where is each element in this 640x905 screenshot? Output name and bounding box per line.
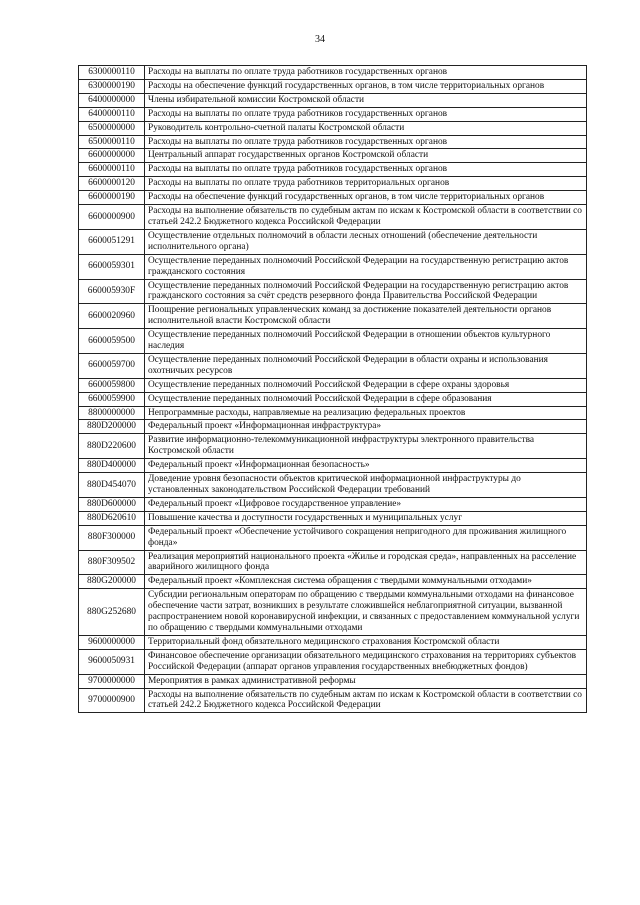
row-description: Осуществление переданных полномочий Российской Федерации в сфере охраны здоровья	[145, 378, 587, 392]
table-row	[79, 525, 587, 550]
row-description: Расходы на выплаты по оплате труда работников государственных органов	[145, 135, 587, 149]
row-code: 6300000110	[79, 66, 145, 80]
table-row	[79, 688, 587, 713]
row-description: Осуществление переданных полномочий Российской Федерации на государственную регистрацию актов гражданского состояния за счёт средств резервного фонда Правительства Российской Федерации	[145, 279, 587, 304]
table-row	[79, 66, 587, 80]
row-description: Осуществление переданных полномочий Российской Федерации в области охраны и использования охотничьих ресурсов	[145, 353, 587, 378]
row-description: Территориальный фонд обязательного медицинского страхования Костромской области	[145, 635, 587, 649]
row-code: 880D220600	[79, 434, 145, 459]
row-description: Расходы на выплаты по оплате труда работников государственных органов	[145, 163, 587, 177]
table-row	[79, 473, 587, 498]
row-code: 880F309502	[79, 550, 145, 575]
row-code: 6500000000	[79, 121, 145, 135]
row-description: Члены избирательной комиссии Костромской области	[145, 93, 587, 107]
row-description: Финансовое обеспечение организации обязательного медицинского страхования на территориях субъектов Российской Федерации (аппарат органов управления государственных внебюджетных фондов)	[145, 649, 587, 674]
table-row	[79, 497, 587, 511]
table-row	[79, 229, 587, 254]
row-description: Развитие информационно-телекоммуникационной инфраструктуры электронного правительства Костромской области	[145, 434, 587, 459]
row-description: Расходы на выплаты по оплате труда работников территориальных органов	[145, 177, 587, 191]
row-code: 6600000110	[79, 163, 145, 177]
row-code: 6400000110	[79, 107, 145, 121]
row-code: 880G252680	[79, 589, 145, 636]
table-row	[79, 177, 587, 191]
table-row	[79, 550, 587, 575]
row-description: Федеральный проект «Обеспечение устойчивого сокращения непригодного для проживания жилищного фонда»	[145, 525, 587, 550]
table-row	[79, 406, 587, 420]
table-row	[79, 589, 587, 636]
row-description: Непрограммные расходы, направляемые на реализацию федеральных проектов	[145, 406, 587, 420]
row-description: Федеральный проект «Цифровое государственное управление»	[145, 497, 587, 511]
row-code: 9600050931	[79, 649, 145, 674]
row-code: 9600000000	[79, 635, 145, 649]
table-row	[79, 254, 587, 279]
table-row	[79, 121, 587, 135]
table-row	[79, 353, 587, 378]
table-row	[79, 191, 587, 205]
row-description: Осуществление переданных полномочий Российской Федерации в отношении объектов культурного наследия	[145, 329, 587, 354]
row-code: 6600000190	[79, 191, 145, 205]
row-description: Расходы на выплаты по оплате труда работников государственных органов	[145, 66, 587, 80]
row-code: 6600000000	[79, 149, 145, 163]
table-row	[79, 149, 587, 163]
row-description: Осуществление переданных полномочий Российской Федерации на государственную регистрацию актов гражданского состояния	[145, 254, 587, 279]
table-row	[79, 511, 587, 525]
row-code: 880F300000	[79, 525, 145, 550]
row-code: 9700000000	[79, 674, 145, 688]
row-description: Реализация мероприятий национального проекта «Жилье и городская среда», направленных на расселение аварийного жилищного фонда	[145, 550, 587, 575]
table-row	[79, 635, 587, 649]
row-description: Расходы на выполнение обязательств по судебным актам по искам к Костромской области в соответствии со статьей 242.2 Бюджетного кодекса Российской Федерации	[145, 205, 587, 230]
row-code: 6400000000	[79, 93, 145, 107]
row-code: 880D454070	[79, 473, 145, 498]
budget-codes-table	[78, 65, 587, 713]
table-row	[79, 279, 587, 304]
row-code: 9700000900	[79, 688, 145, 713]
row-code: 6600059301	[79, 254, 145, 279]
row-code: 6600059700	[79, 353, 145, 378]
row-description: Федеральный проект «Информационная инфраструктура»	[145, 420, 587, 434]
row-description: Осуществление отдельных полномочий в области лесных отношений (обеспечение деятельности исполнительного органа)	[145, 229, 587, 254]
row-description: Федеральный проект «Комплексная система обращения с твердыми коммунальными отходами»	[145, 575, 587, 589]
table-row	[79, 420, 587, 434]
table-row	[79, 575, 587, 589]
row-code: 660005930F	[79, 279, 145, 304]
table-row	[79, 434, 587, 459]
row-description: Расходы на выполнение обязательств по судебным актам по искам к Костромской области в соответствии со статьей 242.2 Бюджетного кодекса Российской Федерации	[145, 688, 587, 713]
table-row	[79, 459, 587, 473]
row-code: 6600020960	[79, 304, 145, 329]
table-row	[79, 93, 587, 107]
table-row	[79, 378, 587, 392]
row-description: Расходы на обеспечение функций государственных органов, в том числе территориальных органов	[145, 79, 587, 93]
row-code: 880D400000	[79, 459, 145, 473]
table-row	[79, 304, 587, 329]
row-code: 6300000190	[79, 79, 145, 93]
row-description: Центральный аппарат государственных органов Костромской области	[145, 149, 587, 163]
row-code: 6600051291	[79, 229, 145, 254]
row-code: 6600059800	[79, 378, 145, 392]
page-number: 34	[315, 34, 325, 45]
table-row	[79, 135, 587, 149]
row-description: Осуществление переданных полномочий Российской Федерации в сфере образования	[145, 392, 587, 406]
table-row	[79, 107, 587, 121]
row-description: Мероприятия в рамках административной реформы	[145, 674, 587, 688]
row-description: Расходы на обеспечение функций государственных органов, в том числе территориальных органов	[145, 191, 587, 205]
row-code: 880G200000	[79, 575, 145, 589]
table-row	[79, 649, 587, 674]
row-description: Субсидии региональным операторам по обращению с твердыми коммунальными отходами на финансовое обеспечение части затрат, возникших в результате сложившейся неблагоприятной ситуации, вызванной распространением новой коронавирусной инфекции, и связанных с предоставлением коммунальной услуги по обращению с твердыми коммунальными отходами	[145, 589, 587, 636]
row-code: 8800000000	[79, 406, 145, 420]
table-body	[79, 66, 587, 713]
row-code: 6600059900	[79, 392, 145, 406]
row-description: Доведение уровня безопасности объектов критической информационной инфраструктуры до установленных законодательством Российской Федерации требований	[145, 473, 587, 498]
row-description: Федеральный проект «Информационная безопасность»	[145, 459, 587, 473]
table-row	[79, 79, 587, 93]
table-row	[79, 392, 587, 406]
table-row	[79, 163, 587, 177]
table-row	[79, 674, 587, 688]
table-row	[79, 205, 587, 230]
row-code: 880D200000	[79, 420, 145, 434]
row-description: Расходы на выплаты по оплате труда работников государственных органов	[145, 107, 587, 121]
row-description: Повышение качества и доступности государственных и муниципальных услуг	[145, 511, 587, 525]
row-code: 6600000120	[79, 177, 145, 191]
row-code: 880D620610	[79, 511, 145, 525]
row-description: Руководитель контрольно-счетной палаты Костромской области	[145, 121, 587, 135]
row-code: 6500000110	[79, 135, 145, 149]
row-code: 880D600000	[79, 497, 145, 511]
table-row	[79, 329, 587, 354]
row-code: 6600059500	[79, 329, 145, 354]
row-description: Поощрение региональных управленческих команд за достижение показателей деятельности органов исполнительной власти Костромской области	[145, 304, 587, 329]
row-code: 6600000900	[79, 205, 145, 230]
